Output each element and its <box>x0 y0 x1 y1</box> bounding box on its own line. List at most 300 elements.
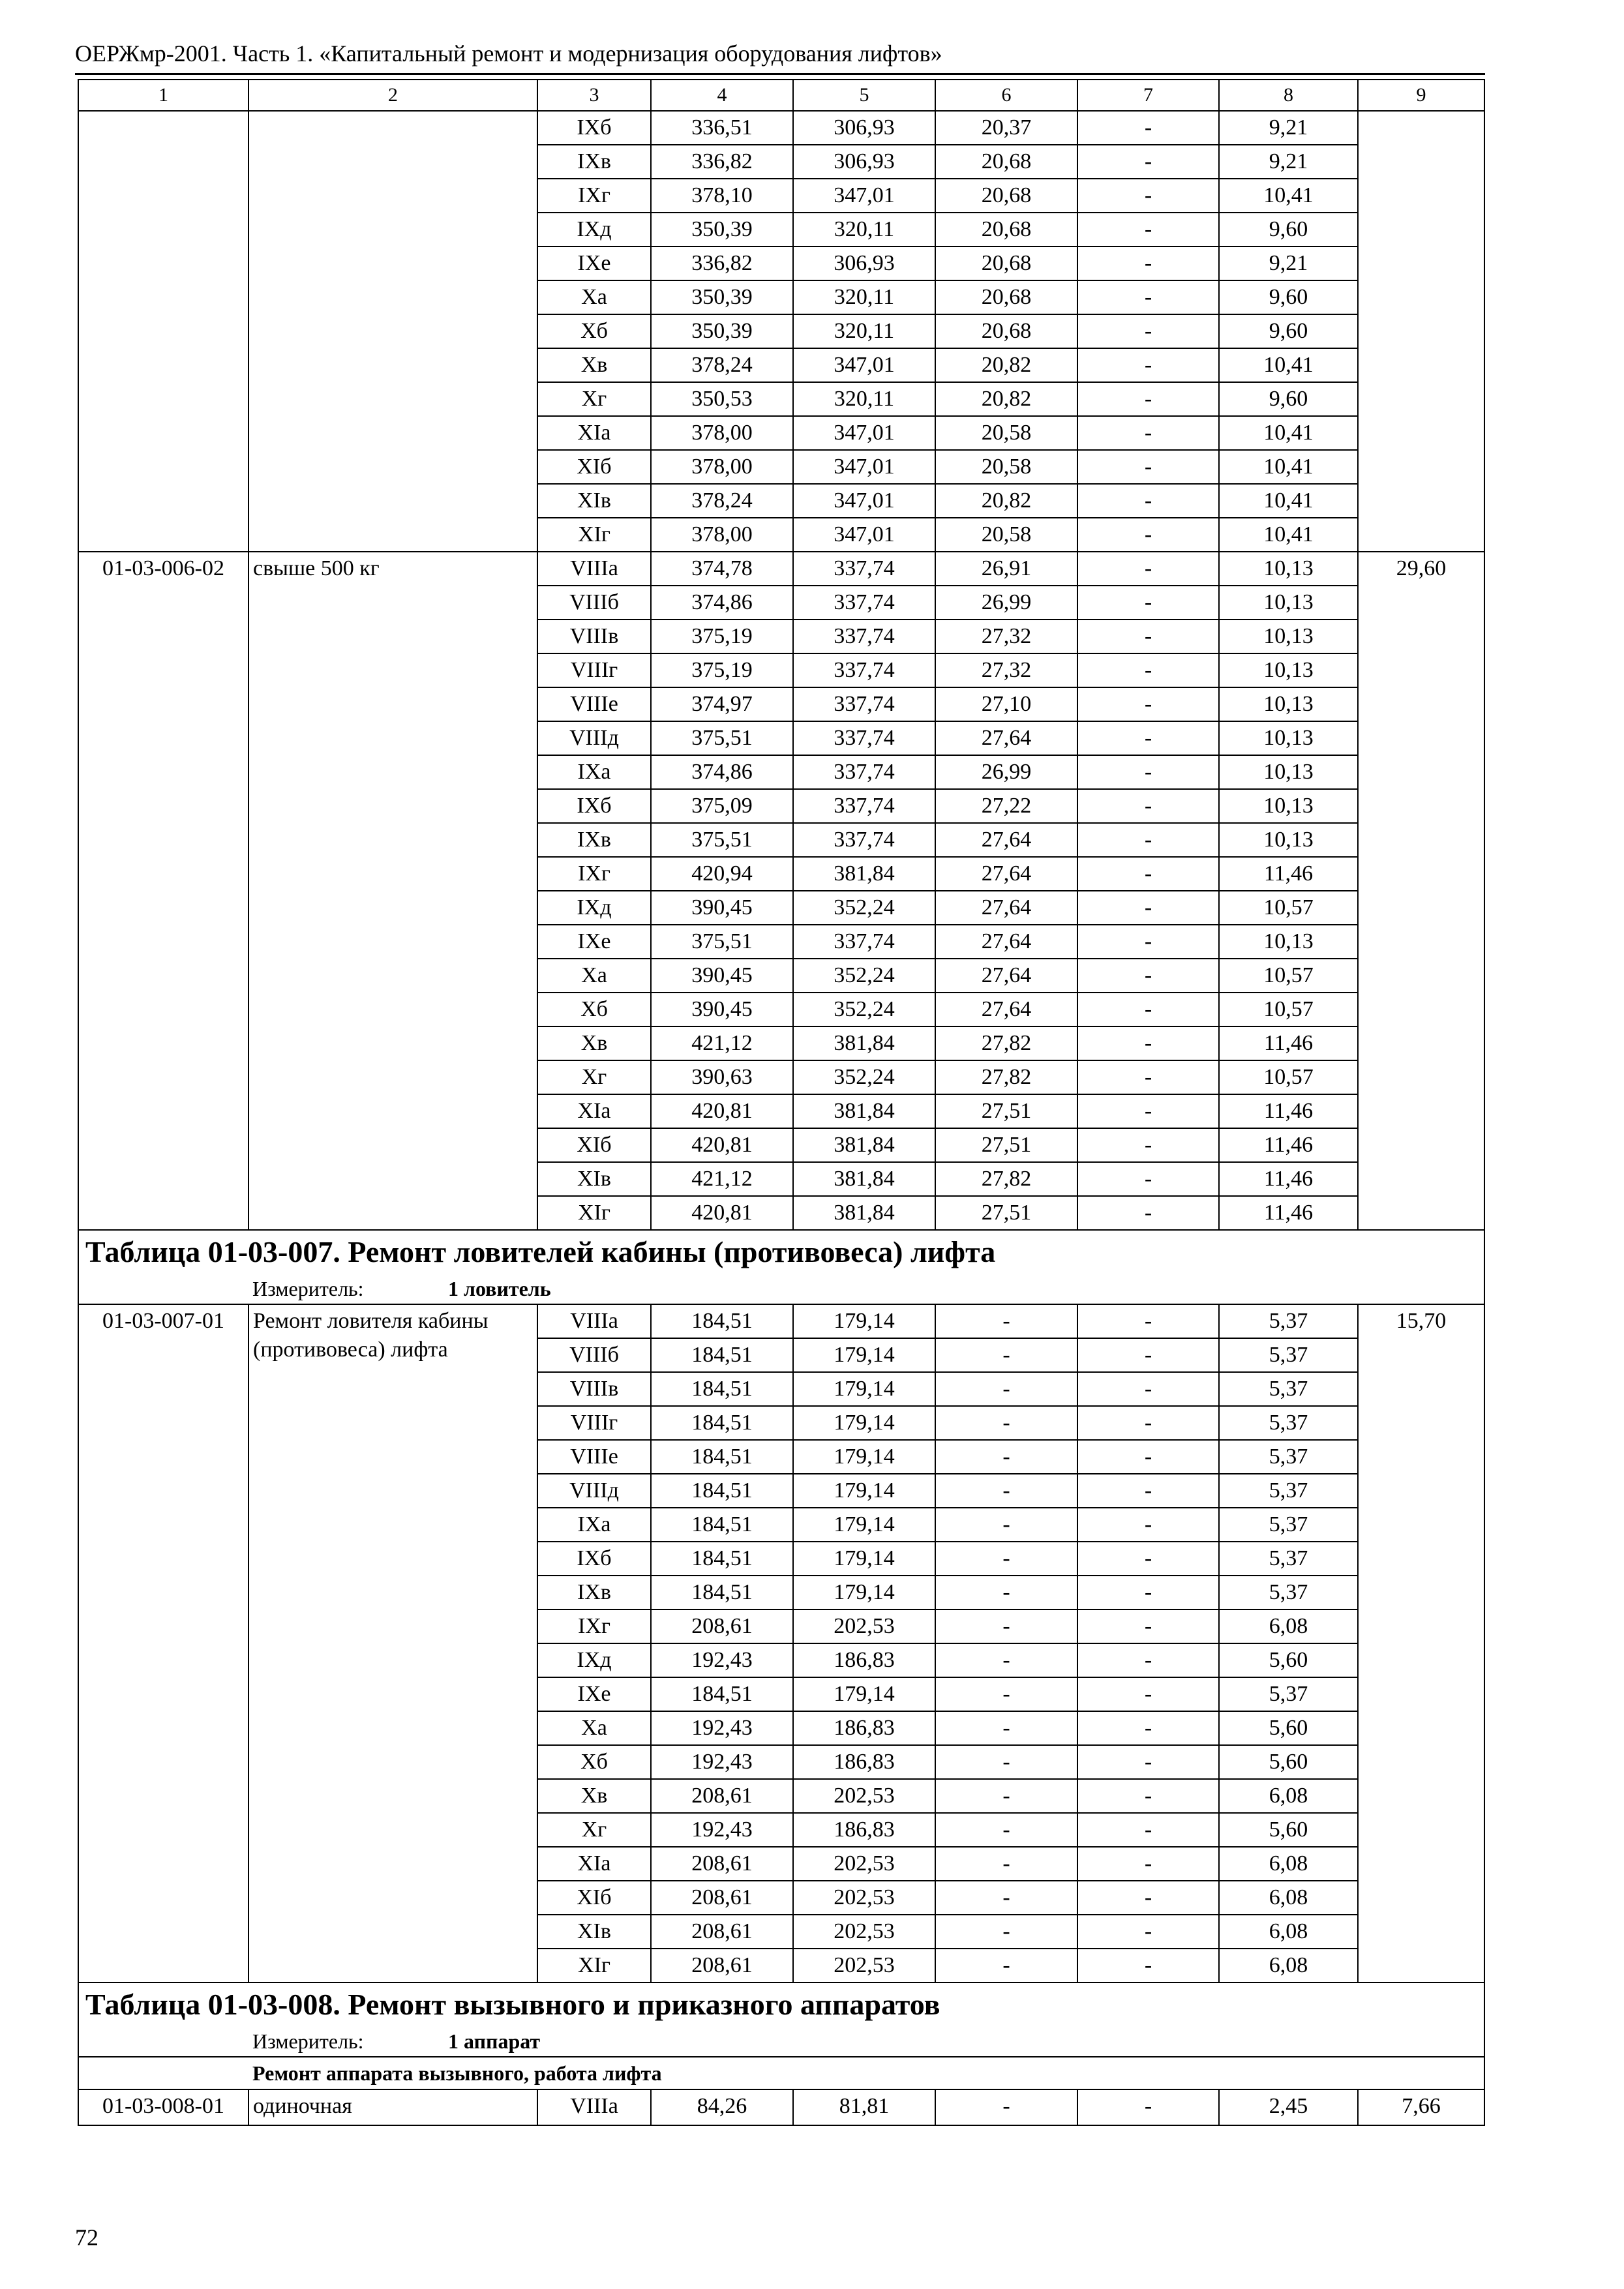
rate-code: 01-03-007-01 <box>78 1304 248 1982</box>
table-cell: 179,14 <box>793 1474 935 1508</box>
table-cell: - <box>935 1406 1077 1440</box>
table-cell: 5,37 <box>1219 1406 1358 1440</box>
table-cell: 10,41 <box>1219 416 1358 450</box>
table-cell: 378,24 <box>651 348 793 382</box>
table-cell: 375,51 <box>651 925 793 959</box>
table-cell: - <box>1077 1779 1219 1813</box>
table-cell: - <box>1077 1196 1219 1230</box>
table-cell: 184,51 <box>651 1542 793 1576</box>
table-cell: 336,82 <box>651 145 793 179</box>
table-cell: - <box>1077 450 1219 484</box>
table-cell: 381,84 <box>793 1128 935 1162</box>
table-cell: - <box>1077 586 1219 620</box>
page-number: 72 <box>75 2224 98 2251</box>
table-cell: - <box>1077 1128 1219 1162</box>
table-cell: 390,45 <box>651 993 793 1026</box>
measure-cell <box>78 2026 1484 2057</box>
table-cell: 306,93 <box>793 145 935 179</box>
table-cell: 374,78 <box>651 552 793 586</box>
table-cell: 81,81 <box>793 2089 935 2125</box>
table-cell: 5,37 <box>1219 1542 1358 1576</box>
table-cell: 192,43 <box>651 1711 793 1745</box>
table-cell: IXб <box>537 111 651 145</box>
table-cell: - <box>1077 552 1219 586</box>
table-cell: 27,64 <box>935 721 1077 755</box>
table-cell: 337,74 <box>793 653 935 687</box>
column-number: 2 <box>248 80 537 111</box>
table-cell: IXв <box>537 823 651 857</box>
table-cell: VIIIб <box>537 1338 651 1372</box>
table-cell: - <box>1077 1813 1219 1847</box>
table-cell: - <box>1077 1094 1219 1128</box>
table-cell: - <box>1077 280 1219 314</box>
table-cell: Xг <box>537 1060 651 1094</box>
table-cell: - <box>935 1813 1077 1847</box>
table-cell: 192,43 <box>651 1643 793 1677</box>
table-cell: 11,46 <box>1219 1128 1358 1162</box>
table-cell: 202,53 <box>793 1609 935 1643</box>
table-cell: IXг <box>537 1609 651 1643</box>
table-cell: - <box>1077 653 1219 687</box>
table-cell: 6,08 <box>1219 1915 1358 1949</box>
table-cell: 10,41 <box>1219 179 1358 213</box>
table-cell: - <box>1077 145 1219 179</box>
table-cell: 336,51 <box>651 111 793 145</box>
table-cell: 10,13 <box>1219 620 1358 653</box>
table-cell: 179,14 <box>793 1542 935 1576</box>
table-row <box>78 552 1484 586</box>
table-cell: 179,14 <box>793 1576 935 1609</box>
table-cell: Xв <box>537 1026 651 1060</box>
table-cell: 350,39 <box>651 314 793 348</box>
subheading-row <box>78 2057 1484 2089</box>
table-cell: - <box>935 1881 1077 1915</box>
table-cell: - <box>1077 1609 1219 1643</box>
table-cell: 208,61 <box>651 1779 793 1813</box>
table-cell: 192,43 <box>651 1745 793 1779</box>
table-cell: - <box>1077 1060 1219 1094</box>
table-cell: 337,74 <box>793 755 935 789</box>
table-cell: - <box>1077 416 1219 450</box>
table-cell: - <box>1077 993 1219 1026</box>
table-cell: 9,21 <box>1219 111 1358 145</box>
table-cell: 10,13 <box>1219 687 1358 721</box>
measure-value: 1 ловитель <box>448 1277 551 1300</box>
table-cell: 420,81 <box>651 1094 793 1128</box>
table-cell: 5,37 <box>1219 1508 1358 1542</box>
table-cell: IXг <box>537 179 651 213</box>
table-cell: VIIIе <box>537 1440 651 1474</box>
table-cell: 179,14 <box>793 1304 935 1338</box>
table-cell: 381,84 <box>793 1094 935 1128</box>
table-cell: 208,61 <box>651 1881 793 1915</box>
table-cell: IXг <box>537 857 651 891</box>
table-title: Таблица 01-03-007. Ремонт ловителей кабины (противовеса) лифта <box>78 1230 1484 1274</box>
table-cell: 186,83 <box>793 1711 935 1745</box>
table-cell: - <box>1077 1508 1219 1542</box>
table-cell: 11,46 <box>1219 1026 1358 1060</box>
table-cell: XIб <box>537 1881 651 1915</box>
table-cell: - <box>935 1609 1077 1643</box>
table-cell: 347,01 <box>793 348 935 382</box>
table-cell: 10,13 <box>1219 586 1358 620</box>
table-cell: IXа <box>537 1508 651 1542</box>
table-cell: - <box>1077 1745 1219 1779</box>
table-cell: - <box>935 1745 1077 1779</box>
table-cell: XIв <box>537 1915 651 1949</box>
table-cell: 9,21 <box>1219 247 1358 280</box>
table-cell: 27,32 <box>935 620 1077 653</box>
table-cell: 9,60 <box>1219 280 1358 314</box>
table-cell: VIIIа <box>537 1304 651 1338</box>
table-cell: - <box>1077 484 1219 518</box>
table-cell: 320,11 <box>793 382 935 416</box>
column-number: 5 <box>793 80 935 111</box>
table-cell: 374,86 <box>651 586 793 620</box>
rate-col9: 29,60 <box>1358 552 1484 1230</box>
table-cell: 378,00 <box>651 450 793 484</box>
table-row <box>78 1304 1484 1338</box>
table-cell: 5,60 <box>1219 1813 1358 1847</box>
table-cell: - <box>1077 1440 1219 1474</box>
table-cell: 378,00 <box>651 416 793 450</box>
rate-name: Ремонт ловителя кабины (противовеса) лифта <box>248 1304 537 1982</box>
table-cell: IXе <box>537 925 651 959</box>
table-cell: 27,64 <box>935 823 1077 857</box>
table-cell: VIIIв <box>537 1372 651 1406</box>
table-cell: 186,83 <box>793 1643 935 1677</box>
table-cell: IXа <box>537 755 651 789</box>
table-cell: 20,58 <box>935 518 1077 552</box>
table-cell: 10,41 <box>1219 348 1358 382</box>
table-cell: 10,13 <box>1219 925 1358 959</box>
table-cell: - <box>1077 518 1219 552</box>
table-cell: 27,64 <box>935 925 1077 959</box>
table-cell: 420,94 <box>651 857 793 891</box>
table-cell: 337,74 <box>793 586 935 620</box>
table-cell: 390,45 <box>651 891 793 925</box>
table-cell: - <box>1077 891 1219 925</box>
table-cell: 337,74 <box>793 925 935 959</box>
table-cell: 26,99 <box>935 755 1077 789</box>
table-cell: 337,74 <box>793 687 935 721</box>
table-cell: - <box>935 2089 1077 2125</box>
table-cell: - <box>1077 620 1219 653</box>
column-number: 4 <box>651 80 793 111</box>
table-cell: 5,37 <box>1219 1576 1358 1609</box>
table-cell: IXв <box>537 145 651 179</box>
table-cell: 11,46 <box>1219 1162 1358 1196</box>
table-cell: 5,37 <box>1219 1372 1358 1406</box>
table-cell: 375,19 <box>651 653 793 687</box>
rate-col9: 7,66 <box>1358 2089 1484 2125</box>
column-number: 7 <box>1077 80 1219 111</box>
table-body <box>78 80 1484 2125</box>
table-cell: - <box>1077 755 1219 789</box>
table-cell: - <box>1077 1406 1219 1440</box>
table-cell: 378,10 <box>651 179 793 213</box>
table-cell: 27,51 <box>935 1196 1077 1230</box>
table-cell: 27,82 <box>935 1026 1077 1060</box>
column-number: 1 <box>78 80 248 111</box>
table-cell: - <box>935 1915 1077 1949</box>
table-cell: 20,68 <box>935 179 1077 213</box>
table-cell: 27,64 <box>935 993 1077 1026</box>
table-cell: - <box>1077 1026 1219 1060</box>
table-cell: Xа <box>537 280 651 314</box>
table-cell: 208,61 <box>651 1949 793 1982</box>
table-cell: 179,14 <box>793 1440 935 1474</box>
table-cell: 208,61 <box>651 1915 793 1949</box>
table-cell: 202,53 <box>793 1847 935 1881</box>
table-cell: - <box>935 1779 1077 1813</box>
table-cell: 375,09 <box>651 789 793 823</box>
measure-cell <box>78 1274 1484 1304</box>
table-cell: - <box>1077 111 1219 145</box>
table-cell: 179,14 <box>793 1372 935 1406</box>
table-cell: 10,41 <box>1219 484 1358 518</box>
table-cell: 179,14 <box>793 1677 935 1711</box>
table-cell: - <box>935 1643 1077 1677</box>
table-cell: - <box>1077 925 1219 959</box>
table-cell: 347,01 <box>793 179 935 213</box>
table-cell: 375,51 <box>651 721 793 755</box>
table-cell: 26,91 <box>935 552 1077 586</box>
table-cell: - <box>1077 1372 1219 1406</box>
table-cell: 390,45 <box>651 959 793 993</box>
table-cell: 306,93 <box>793 247 935 280</box>
table-cell: 9,21 <box>1219 145 1358 179</box>
table-cell: 320,11 <box>793 280 935 314</box>
table-cell: Xа <box>537 1711 651 1745</box>
table-cell: 184,51 <box>651 1677 793 1711</box>
table-cell: IXд <box>537 1643 651 1677</box>
table-cell: - <box>935 1474 1077 1508</box>
table-cell: 320,11 <box>793 314 935 348</box>
table-cell: - <box>1077 1304 1219 1338</box>
table-cell: Xб <box>537 1745 651 1779</box>
table-cell: 381,84 <box>793 1196 935 1230</box>
table-cell: 20,82 <box>935 348 1077 382</box>
table-cell: 378,24 <box>651 484 793 518</box>
table-cell: 5,37 <box>1219 1474 1358 1508</box>
table-cell: 202,53 <box>793 1915 935 1949</box>
table-cell: XIв <box>537 1162 651 1196</box>
table-cell: 2,45 <box>1219 2089 1358 2125</box>
table-cell: 6,08 <box>1219 1779 1358 1813</box>
table-cell: Xв <box>537 1779 651 1813</box>
table-cell: - <box>1077 959 1219 993</box>
table-cell: 179,14 <box>793 1508 935 1542</box>
rate-col9: 15,70 <box>1358 1304 1484 1982</box>
table-cell: 27,10 <box>935 687 1077 721</box>
table-cell: - <box>1077 1576 1219 1609</box>
table-cell: XIв <box>537 484 651 518</box>
table-cell: Xб <box>537 314 651 348</box>
table-cell: IXд <box>537 213 651 247</box>
table-cell: - <box>935 1677 1077 1711</box>
table-cell: 5,37 <box>1219 1304 1358 1338</box>
table-cell: 27,64 <box>935 857 1077 891</box>
table-cell: 26,99 <box>935 586 1077 620</box>
table-cell: XIа <box>537 416 651 450</box>
measure-value: 1 аппарат <box>448 2029 541 2053</box>
table-cell: VIIIд <box>537 1474 651 1508</box>
table-cell: 378,00 <box>651 518 793 552</box>
table-cell: 202,53 <box>793 1949 935 1982</box>
table-cell: 184,51 <box>651 1474 793 1508</box>
page-header: ОЕРЖмр-2001. Часть 1. «Капитальный ремонт и модернизация оборудования лифтов» <box>75 40 942 67</box>
table-title-row <box>78 1982 1484 2026</box>
table-cell: 5,60 <box>1219 1745 1358 1779</box>
table-cell: - <box>935 1847 1077 1881</box>
rate-name: одиночная <box>248 2089 537 2125</box>
table-cell: - <box>1077 179 1219 213</box>
table-cell: Xв <box>537 348 651 382</box>
table-cell: 27,51 <box>935 1094 1077 1128</box>
table-cell: - <box>1077 857 1219 891</box>
table-cell: 11,46 <box>1219 1094 1358 1128</box>
table-cell: - <box>1077 382 1219 416</box>
table-cell: VIIIа <box>537 2089 651 2125</box>
table-cell: 350,53 <box>651 382 793 416</box>
table-cell: - <box>1077 823 1219 857</box>
table-cell: 320,11 <box>793 213 935 247</box>
table-cell: XIг <box>537 518 651 552</box>
rate-name: свыше 500 кг <box>248 552 537 1230</box>
table-cell: - <box>935 1576 1077 1609</box>
table-cell: - <box>1077 247 1219 280</box>
table-cell: - <box>935 1711 1077 1745</box>
table-cell: 10,13 <box>1219 552 1358 586</box>
measure-row <box>78 1274 1484 1304</box>
rate-name <box>248 111 537 552</box>
table-cell: 184,51 <box>651 1338 793 1372</box>
table-cell: - <box>1077 1949 1219 1982</box>
table-cell: 337,74 <box>793 823 935 857</box>
subheading-text: Ремонт аппарата вызывного, работа лифта <box>252 2061 662 2085</box>
table-cell: 27,82 <box>935 1060 1077 1094</box>
table-cell: 5,60 <box>1219 1643 1358 1677</box>
table-cell: 10,13 <box>1219 789 1358 823</box>
table-cell: XIа <box>537 1094 651 1128</box>
table-cell: 10,13 <box>1219 755 1358 789</box>
column-number: 8 <box>1219 80 1358 111</box>
table-cell: Xб <box>537 993 651 1026</box>
table-cell: 381,84 <box>793 857 935 891</box>
table-cell: 184,51 <box>651 1576 793 1609</box>
table-cell: XIб <box>537 450 651 484</box>
table-cell: 27,64 <box>935 891 1077 925</box>
table-cell: - <box>935 1372 1077 1406</box>
table-cell: - <box>935 1508 1077 1542</box>
table-cell: 350,39 <box>651 213 793 247</box>
table-cell: 208,61 <box>651 1847 793 1881</box>
table-cell: 381,84 <box>793 1162 935 1196</box>
table-cell: 350,39 <box>651 280 793 314</box>
table-cell: 179,14 <box>793 1338 935 1372</box>
measure-label: Измеритель: <box>252 2029 364 2053</box>
table-cell: 421,12 <box>651 1162 793 1196</box>
table-cell: 20,68 <box>935 314 1077 348</box>
table-cell: 186,83 <box>793 1745 935 1779</box>
table-cell: VIIIг <box>537 1406 651 1440</box>
table-cell: 9,60 <box>1219 382 1358 416</box>
table-cell: IXб <box>537 1542 651 1576</box>
table-row <box>78 2089 1484 2125</box>
table-cell: 179,14 <box>793 1406 935 1440</box>
table-cell: 5,37 <box>1219 1338 1358 1372</box>
table-cell: 202,53 <box>793 1881 935 1915</box>
column-number: 3 <box>537 80 651 111</box>
table-cell: 10,57 <box>1219 959 1358 993</box>
table-cell: XIг <box>537 1949 651 1982</box>
table-cell: 184,51 <box>651 1508 793 1542</box>
table-cell: 375,19 <box>651 620 793 653</box>
table-cell: XIа <box>537 1847 651 1881</box>
table-cell: 20,68 <box>935 213 1077 247</box>
measure-label: Измеритель: <box>252 1277 364 1300</box>
column-numbers-row <box>78 80 1484 111</box>
table-cell: - <box>1077 2089 1219 2125</box>
table-cell: IXв <box>537 1576 651 1609</box>
table-cell: 347,01 <box>793 518 935 552</box>
table-cell: 184,51 <box>651 1304 793 1338</box>
table-cell: 20,68 <box>935 280 1077 314</box>
table-cell: VIIIе <box>537 687 651 721</box>
table-cell: 347,01 <box>793 484 935 518</box>
table-row <box>78 111 1484 145</box>
table-cell: 352,24 <box>793 891 935 925</box>
table-cell: 375,51 <box>651 823 793 857</box>
rate-code: 01-03-006-02 <box>78 552 248 1230</box>
table-cell: 10,57 <box>1219 891 1358 925</box>
table-cell: - <box>1077 721 1219 755</box>
table-cell: 20,37 <box>935 111 1077 145</box>
table-cell: 208,61 <box>651 1609 793 1643</box>
table-cell: - <box>1077 213 1219 247</box>
table-cell: 337,74 <box>793 721 935 755</box>
table-cell: 6,08 <box>1219 1609 1358 1643</box>
table-cell: VIIIа <box>537 552 651 586</box>
rate-code <box>78 111 248 552</box>
table-cell: 5,60 <box>1219 1711 1358 1745</box>
table-cell: - <box>1077 687 1219 721</box>
table-cell: - <box>1077 1643 1219 1677</box>
table-cell: - <box>1077 314 1219 348</box>
measure-row <box>78 2026 1484 2057</box>
table-cell: 20,58 <box>935 450 1077 484</box>
table-cell: IXе <box>537 1677 651 1711</box>
column-number: 9 <box>1358 80 1484 111</box>
table-cell: 84,26 <box>651 2089 793 2125</box>
table-cell: 9,60 <box>1219 314 1358 348</box>
table-cell: 20,82 <box>935 382 1077 416</box>
table-cell: - <box>1077 1338 1219 1372</box>
table-cell: IXд <box>537 891 651 925</box>
table-cell: 20,82 <box>935 484 1077 518</box>
table-cell: 10,41 <box>1219 450 1358 484</box>
table-cell: 186,83 <box>793 1813 935 1847</box>
table-cell: - <box>1077 1847 1219 1881</box>
table-cell: 184,51 <box>651 1406 793 1440</box>
table-cell: - <box>1077 1474 1219 1508</box>
table-cell: 10,13 <box>1219 653 1358 687</box>
subheading-cell <box>78 2057 1484 2089</box>
table-cell: 184,51 <box>651 1440 793 1474</box>
table-cell: 347,01 <box>793 450 935 484</box>
table-cell: 337,74 <box>793 620 935 653</box>
